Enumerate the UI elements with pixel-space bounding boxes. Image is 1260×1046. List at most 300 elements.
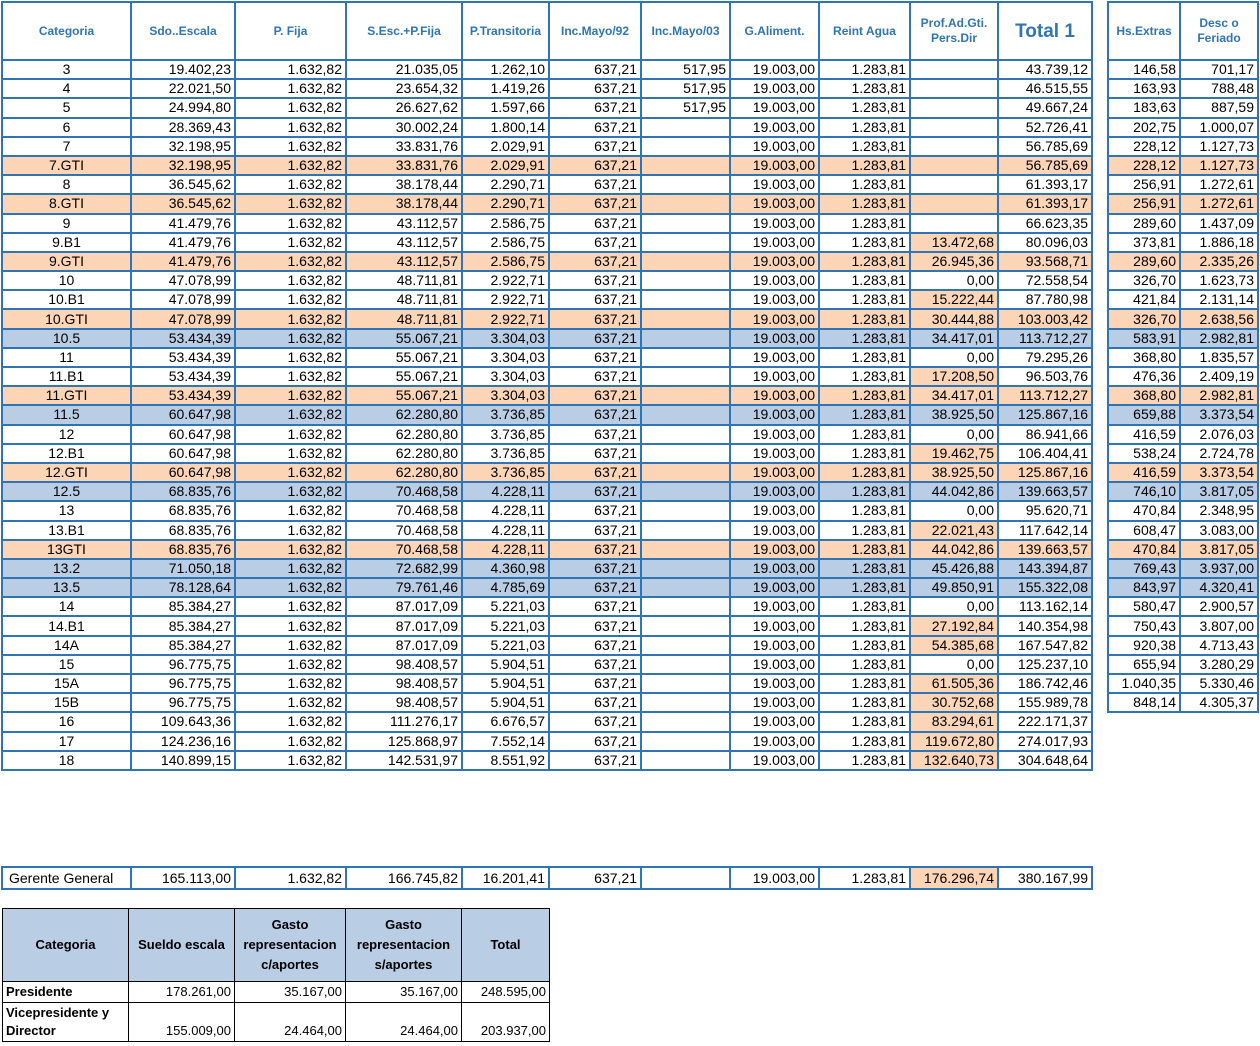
cell-prof-ad-gti: 0,00 (910, 348, 998, 367)
cell-hs-extras: 1.040,35 (1108, 674, 1180, 693)
cell-prof-ad-gti: 0,00 (910, 501, 998, 520)
cell-prof-ad-gti: 45.426,88 (910, 559, 998, 578)
header-row (1108, 2, 1258, 60)
cell-desc-feriado: 2.348,95 (1180, 501, 1258, 520)
table-row (2, 482, 1092, 501)
cell-categoria: 13 (2, 501, 131, 520)
cell-total-1: 61.393,17 (998, 194, 1092, 213)
cell-desc-feriado: 2.131,14 (1180, 290, 1258, 309)
cell-g-aliment: 19.003,00 (730, 405, 819, 424)
cell-p-transitoria: 1.262,10 (462, 60, 549, 79)
cell-hs-extras: 470,84 (1108, 540, 1180, 559)
cell-p-transitoria: 5.221,03 (462, 636, 549, 655)
cell-sdo-escala: 165.113,00 (131, 867, 235, 889)
cell-desc-feriado: 1.000,07 (1180, 118, 1258, 137)
cell-categoria: 7.GTI (2, 156, 131, 175)
header-inc-mayo-03: Inc.Mayo/03 (641, 2, 730, 60)
cell-sdo-escala: 24.994,80 (131, 98, 235, 117)
cell-p-transitoria: 2.586,75 (462, 252, 549, 271)
cell-g-aliment: 19.003,00 (730, 233, 819, 252)
cell-reint-agua: 1.283,81 (819, 693, 910, 712)
table-row (1108, 233, 1258, 252)
cell-p-fija: 1.632,82 (235, 118, 346, 137)
cell-hs-extras: 416,59 (1108, 425, 1180, 444)
cell-categoria: 10.GTI (2, 309, 131, 328)
cell-g-aliment: 19.003,00 (730, 60, 819, 79)
cell-p-transitoria: 3.304,03 (462, 386, 549, 405)
cell-reint-agua: 1.283,81 (819, 405, 910, 424)
table-row (2, 214, 1092, 233)
cell-reint-agua: 1.283,81 (819, 501, 910, 520)
cell-desc-feriado: 3.280,29 (1180, 655, 1258, 674)
cell-hs-extras: 476,36 (1108, 367, 1180, 386)
cell-g-aliment: 19.003,00 (730, 137, 819, 156)
cell-prof-ad-gti: 26.945,36 (910, 252, 998, 271)
cell-g-aliment: 19.003,00 (730, 867, 819, 889)
cell-g-aliment: 19.003,00 (730, 463, 819, 482)
cell-prof-ad-gti: 13.472,68 (910, 233, 998, 252)
cell-hs-extras: 202,75 (1108, 118, 1180, 137)
cell-categoria: 3 (2, 60, 131, 79)
table-row (2, 521, 1092, 540)
cell-categoria: 15B (2, 693, 131, 712)
cell-reint-agua: 1.283,81 (819, 444, 910, 463)
cell-sdo-escala: 22.021,50 (131, 79, 235, 98)
cell-g-aliment: 19.003,00 (730, 674, 819, 693)
cell-inc-mayo-92: 637,21 (549, 751, 641, 770)
cell-hs-extras: 256,91 (1108, 194, 1180, 213)
cell-prof-ad-gti: 17.208,50 (910, 367, 998, 386)
cell-sdo-escala: 68.835,76 (131, 501, 235, 520)
table-row (2, 175, 1092, 194)
cell-hs-extras: 920,38 (1108, 636, 1180, 655)
cell-sdo-escala: 60.647,98 (131, 444, 235, 463)
cell-gasto-s-aportes: 35.167,00 (346, 982, 462, 1003)
table-row (2, 655, 1092, 674)
table-row (1108, 329, 1258, 348)
cell-gasto-s-aportes: 24.464,00 (346, 1003, 462, 1042)
table-row (1108, 444, 1258, 463)
cell-inc-mayo-03 (641, 425, 730, 444)
cell-p-fija: 1.632,82 (235, 636, 346, 655)
cell-inc-mayo-03 (641, 405, 730, 424)
cell-sdo-escala: 53.434,39 (131, 386, 235, 405)
cell-total-1: 93.568,71 (998, 252, 1092, 271)
cell-p-fija: 1.632,82 (235, 559, 346, 578)
table-row (2, 559, 1092, 578)
cell-desc-feriado: 1.437,09 (1180, 214, 1258, 233)
cell-inc-mayo-03 (641, 482, 730, 501)
table-row (2, 348, 1092, 367)
cell-hs-extras: 146,58 (1108, 60, 1180, 79)
cell-desc-feriado: 3.817,05 (1180, 540, 1258, 559)
cell-p-transitoria: 2.586,75 (462, 233, 549, 252)
cell-inc-mayo-92: 637,21 (549, 98, 641, 117)
cell-p-transitoria: 5.221,03 (462, 597, 549, 616)
cell-p-fija: 1.632,82 (235, 156, 346, 175)
cell-reint-agua: 1.283,81 (819, 118, 910, 137)
cell-g-aliment: 19.003,00 (730, 252, 819, 271)
cell-reint-agua: 1.283,81 (819, 540, 910, 559)
table-row (1108, 137, 1258, 156)
cell-g-aliment: 19.003,00 (730, 329, 819, 348)
cell-inc-mayo-92: 637,21 (549, 444, 641, 463)
cell-reint-agua: 1.283,81 (819, 79, 910, 98)
cell-p-transitoria: 2.922,71 (462, 271, 549, 290)
cell-inc-mayo-92: 637,21 (549, 636, 641, 655)
exec-row-presidente (3, 982, 550, 1003)
cell-g-aliment: 19.003,00 (730, 118, 819, 137)
cell-total-1: 87.780,98 (998, 290, 1092, 309)
table-row (1108, 540, 1258, 559)
cell-p-transitoria: 4.228,11 (462, 521, 549, 540)
cell-desc-feriado: 2.724,78 (1180, 444, 1258, 463)
cell-total: 203.937,00 (462, 1003, 550, 1042)
cell-p-fija: 1.632,82 (235, 867, 346, 889)
cell-sdo-escala: 60.647,98 (131, 463, 235, 482)
cell-sdo-escala: 96.775,75 (131, 655, 235, 674)
executive-salary-table (2, 908, 550, 1042)
cell-sdo-escala: 68.835,76 (131, 540, 235, 559)
cell-inc-mayo-03 (641, 309, 730, 328)
cell-s-esc-p-fija: 43.112,57 (346, 252, 462, 271)
cell-reint-agua: 1.283,81 (819, 674, 910, 693)
table-row (2, 444, 1092, 463)
cell-p-transitoria: 5.221,03 (462, 616, 549, 635)
cell-p-fija: 1.632,82 (235, 616, 346, 635)
cell-inc-mayo-92: 637,21 (549, 732, 641, 751)
cell-g-aliment: 19.003,00 (730, 348, 819, 367)
cell-s-esc-p-fija: 98.408,57 (346, 655, 462, 674)
cell-reint-agua: 1.283,81 (819, 233, 910, 252)
cell-hs-extras: 750,43 (1108, 616, 1180, 635)
cell-prof-ad-gti: 34.417,01 (910, 329, 998, 348)
cell-total-1: 96.503,76 (998, 367, 1092, 386)
cell-inc-mayo-03 (641, 674, 730, 693)
cell-desc-feriado: 1.127,73 (1180, 137, 1258, 156)
cell-categoria: Presidente (3, 982, 129, 1003)
cell-desc-feriado: 788,48 (1180, 79, 1258, 98)
table-row (1108, 194, 1258, 213)
cell-p-fija: 1.632,82 (235, 655, 346, 674)
table-row (1108, 425, 1258, 444)
cell-prof-ad-gti (910, 118, 998, 137)
cell-prof-ad-gti: 0,00 (910, 597, 998, 616)
cell-total-1: 222.171,37 (998, 712, 1092, 731)
table-row (2, 137, 1092, 156)
cell-sdo-escala: 85.384,27 (131, 597, 235, 616)
cell-total-1: 143.394,87 (998, 559, 1092, 578)
cell-total-1: 72.558,54 (998, 271, 1092, 290)
cell-s-esc-p-fija: 48.711,81 (346, 309, 462, 328)
cell-sdo-escala: 53.434,39 (131, 367, 235, 386)
cell-desc-feriado: 2.982,81 (1180, 329, 1258, 348)
cell-prof-ad-gti: 27.192,84 (910, 616, 998, 635)
table-row (2, 540, 1092, 559)
table-row (1108, 386, 1258, 405)
cell-g-aliment: 19.003,00 (730, 386, 819, 405)
cell-hs-extras: 326,70 (1108, 271, 1180, 290)
cell-p-transitoria: 1.419,26 (462, 79, 549, 98)
cell-g-aliment: 19.003,00 (730, 655, 819, 674)
cell-prof-ad-gti (910, 79, 998, 98)
cell-sdo-escala: 32.198,95 (131, 156, 235, 175)
cell-total-1: 125.237,10 (998, 655, 1092, 674)
header-sueldo-escala: Sueldo escala (129, 909, 235, 982)
cell-reint-agua: 1.283,81 (819, 636, 910, 655)
table-row (1108, 521, 1258, 540)
cell-inc-mayo-92: 637,21 (549, 501, 641, 520)
cell-inc-mayo-03 (641, 597, 730, 616)
cell-inc-mayo-92: 637,21 (549, 175, 641, 194)
cell-sdo-escala: 60.647,98 (131, 405, 235, 424)
cell-s-esc-p-fija: 48.711,81 (346, 290, 462, 309)
cell-inc-mayo-03 (641, 732, 730, 751)
cell-reint-agua: 1.283,81 (819, 290, 910, 309)
cell-desc-feriado: 1.272,61 (1180, 175, 1258, 194)
cell-categoria: 16 (2, 712, 131, 731)
cell-p-transitoria: 1.597,66 (462, 98, 549, 117)
cell-reint-agua: 1.283,81 (819, 463, 910, 482)
salary-scale-table (1, 1, 1093, 771)
cell-s-esc-p-fija: 26.627,62 (346, 98, 462, 117)
cell-desc-feriado: 1.272,61 (1180, 194, 1258, 213)
cell-s-esc-p-fija: 62.280,80 (346, 425, 462, 444)
cell-s-esc-p-fija: 38.178,44 (346, 194, 462, 213)
cell-p-fija: 1.632,82 (235, 214, 346, 233)
cell-p-transitoria: 3.304,03 (462, 329, 549, 348)
cell-p-transitoria: 16.201,41 (462, 867, 549, 889)
cell-g-aliment: 19.003,00 (730, 98, 819, 117)
header-p-fija: P. Fija (235, 2, 346, 60)
cell-reint-agua: 1.283,81 (819, 252, 910, 271)
cell-hs-extras: 416,59 (1108, 463, 1180, 482)
cell-hs-extras: 228,12 (1108, 137, 1180, 156)
cell-categoria: 11 (2, 348, 131, 367)
cell-hs-extras: 848,14 (1108, 693, 1180, 712)
cell-total-1: 61.393,17 (998, 175, 1092, 194)
cell-hs-extras: 659,88 (1108, 405, 1180, 424)
cell-desc-feriado: 1.835,57 (1180, 348, 1258, 367)
table-row (2, 674, 1092, 693)
table-row (2, 367, 1092, 386)
cell-categoria: 9.B1 (2, 233, 131, 252)
cell-total-1: 113.162,14 (998, 597, 1092, 616)
cell-g-aliment: 19.003,00 (730, 597, 819, 616)
cell-reint-agua: 1.283,81 (819, 867, 910, 889)
cell-inc-mayo-92: 637,21 (549, 156, 641, 175)
cell-prof-ad-gti (910, 137, 998, 156)
cell-inc-mayo-92: 637,21 (549, 405, 641, 424)
cell-reint-agua: 1.283,81 (819, 175, 910, 194)
cell-reint-agua: 1.283,81 (819, 60, 910, 79)
cell-prof-ad-gti: 34.417,01 (910, 386, 998, 405)
cell-categoria: 13GTI (2, 540, 131, 559)
cell-sdo-escala: 68.835,76 (131, 521, 235, 540)
cell-sdo-escala: 41.479,76 (131, 214, 235, 233)
cell-prof-ad-gti: 176.296,74 (910, 867, 998, 889)
cell-hs-extras: 368,80 (1108, 348, 1180, 367)
cell-reint-agua: 1.283,81 (819, 98, 910, 117)
cell-prof-ad-gti (910, 194, 998, 213)
cell-s-esc-p-fija: 87.017,09 (346, 636, 462, 655)
cell-p-fija: 1.632,82 (235, 329, 346, 348)
cell-g-aliment: 19.003,00 (730, 156, 819, 175)
cell-prof-ad-gti: 54.385,68 (910, 636, 998, 655)
cell-hs-extras: 746,10 (1108, 482, 1180, 501)
cell-inc-mayo-03 (641, 867, 730, 889)
cell-inc-mayo-92: 637,21 (549, 578, 641, 597)
cell-desc-feriado: 701,17 (1180, 60, 1258, 79)
header-categoria: Categoria (2, 2, 131, 60)
table-row (2, 60, 1092, 79)
table-row (1108, 309, 1258, 328)
cell-total-1: 140.354,98 (998, 616, 1092, 635)
cell-p-transitoria: 2.029,91 (462, 156, 549, 175)
cell-total-1: 46.515,55 (998, 79, 1092, 98)
cell-inc-mayo-03: 517,95 (641, 98, 730, 117)
cell-desc-feriado: 3.373,54 (1180, 463, 1258, 482)
cell-prof-ad-gti: 22.021,43 (910, 521, 998, 540)
table-row (1108, 290, 1258, 309)
cell-sdo-escala: 140.899,15 (131, 751, 235, 770)
cell-inc-mayo-03 (641, 233, 730, 252)
table-row (1108, 348, 1258, 367)
cell-inc-mayo-92: 637,21 (549, 463, 641, 482)
header-row (3, 909, 550, 982)
cell-s-esc-p-fija: 98.408,57 (346, 674, 462, 693)
cell-prof-ad-gti: 38.925,50 (910, 405, 998, 424)
cell-gasto-c-aportes: 24.464,00 (235, 1003, 346, 1042)
cell-hs-extras: 163,93 (1108, 79, 1180, 98)
cell-g-aliment: 19.003,00 (730, 712, 819, 731)
cell-s-esc-p-fija: 55.067,21 (346, 386, 462, 405)
cell-p-fija: 1.632,82 (235, 597, 346, 616)
cell-reint-agua: 1.283,81 (819, 386, 910, 405)
table-row (1108, 636, 1258, 655)
cell-inc-mayo-92: 637,21 (549, 712, 641, 731)
cell-sdo-escala: 19.402,23 (131, 60, 235, 79)
cell-inc-mayo-03 (641, 751, 730, 770)
table-row (2, 616, 1092, 635)
cell-hs-extras: 583,91 (1108, 329, 1180, 348)
cell-desc-feriado: 5.330,46 (1180, 674, 1258, 693)
cell-total: 248.595,00 (462, 982, 550, 1003)
cell-desc-feriado: 2.900,57 (1180, 597, 1258, 616)
table-row (2, 693, 1092, 712)
cell-p-fija: 1.632,82 (235, 271, 346, 290)
cell-hs-extras: 373,81 (1108, 233, 1180, 252)
table-row (1108, 463, 1258, 482)
cell-categoria: 14 (2, 597, 131, 616)
cell-sueldo-escala: 155.009,00 (129, 1003, 235, 1042)
cell-p-fija: 1.632,82 (235, 751, 346, 770)
cell-prof-ad-gti: 83.294,61 (910, 712, 998, 731)
cell-categoria: 12.5 (2, 482, 131, 501)
cell-s-esc-p-fija: 62.280,80 (346, 463, 462, 482)
cell-total-1: 103.003,42 (998, 309, 1092, 328)
cell-inc-mayo-03 (641, 290, 730, 309)
cell-inc-mayo-03 (641, 636, 730, 655)
cell-g-aliment: 19.003,00 (730, 732, 819, 751)
table-row (2, 405, 1092, 424)
header-s-esc-p-fija: S.Esc.+P.Fija (346, 2, 462, 60)
table-row (1108, 597, 1258, 616)
cell-total-1: 49.667,24 (998, 98, 1092, 117)
cell-inc-mayo-03 (641, 118, 730, 137)
cell-inc-mayo-03 (641, 175, 730, 194)
cell-sdo-escala: 36.545,62 (131, 175, 235, 194)
cell-inc-mayo-03 (641, 214, 730, 233)
cell-inc-mayo-92: 637,21 (549, 309, 641, 328)
cell-inc-mayo-92: 637,21 (549, 482, 641, 501)
cell-desc-feriado: 1.886,18 (1180, 233, 1258, 252)
cell-total-1: 79.295,26 (998, 348, 1092, 367)
cell-sdo-escala: 96.775,75 (131, 674, 235, 693)
cell-desc-feriado: 4.713,43 (1180, 636, 1258, 655)
cell-reint-agua: 1.283,81 (819, 597, 910, 616)
cell-sdo-escala: 109.643,36 (131, 712, 235, 731)
table-row (2, 309, 1092, 328)
cell-p-transitoria: 4.360,98 (462, 559, 549, 578)
cell-p-transitoria: 3.304,03 (462, 348, 549, 367)
header-inc-mayo-92: Inc.Mayo/92 (549, 2, 641, 60)
cell-inc-mayo-03 (641, 521, 730, 540)
cell-sdo-escala: 85.384,27 (131, 636, 235, 655)
cell-sdo-escala: 47.078,99 (131, 290, 235, 309)
header-prof-ad-gti: Prof.Ad.Gti. Pers.Dir (910, 2, 998, 60)
cell-total-1: 95.620,71 (998, 501, 1092, 520)
cell-sdo-escala: 53.434,39 (131, 348, 235, 367)
cell-s-esc-p-fija: 70.468,58 (346, 501, 462, 520)
cell-inc-mayo-92: 637,21 (549, 693, 641, 712)
cell-p-transitoria: 8.551,92 (462, 751, 549, 770)
cell-reint-agua: 1.283,81 (819, 329, 910, 348)
cell-inc-mayo-03 (641, 194, 730, 213)
table-row (1108, 405, 1258, 424)
table-row (2, 712, 1092, 731)
table-row (1108, 60, 1258, 79)
cell-inc-mayo-03 (641, 559, 730, 578)
cell-hs-extras: 228,12 (1108, 156, 1180, 175)
cell-hs-extras: 326,70 (1108, 309, 1180, 328)
cell-inc-mayo-92: 637,21 (549, 540, 641, 559)
header-g-aliment: G.Aliment. (730, 2, 819, 60)
cell-categoria: 18 (2, 751, 131, 770)
cell-gasto-c-aportes: 35.167,00 (235, 982, 346, 1003)
cell-g-aliment: 19.003,00 (730, 636, 819, 655)
cell-inc-mayo-03 (641, 348, 730, 367)
cell-p-transitoria: 6.676,57 (462, 712, 549, 731)
cell-reint-agua: 1.283,81 (819, 194, 910, 213)
cell-g-aliment: 19.003,00 (730, 290, 819, 309)
cell-p-fija: 1.632,82 (235, 290, 346, 309)
cell-sdo-escala: 78.128,64 (131, 578, 235, 597)
cell-inc-mayo-03 (641, 616, 730, 635)
table-row (1108, 214, 1258, 233)
cell-categoria: 11.5 (2, 405, 131, 424)
table-row (1108, 501, 1258, 520)
cell-total-1: 113.712,27 (998, 386, 1092, 405)
cell-categoria: 13.2 (2, 559, 131, 578)
cell-s-esc-p-fija: 33.831,76 (346, 156, 462, 175)
cell-inc-mayo-92: 637,21 (549, 214, 641, 233)
cell-reint-agua: 1.283,81 (819, 156, 910, 175)
cell-g-aliment: 19.003,00 (730, 482, 819, 501)
table-row (2, 252, 1092, 271)
cell-prof-ad-gti: 30.752,68 (910, 693, 998, 712)
cell-p-fija: 1.632,82 (235, 693, 346, 712)
